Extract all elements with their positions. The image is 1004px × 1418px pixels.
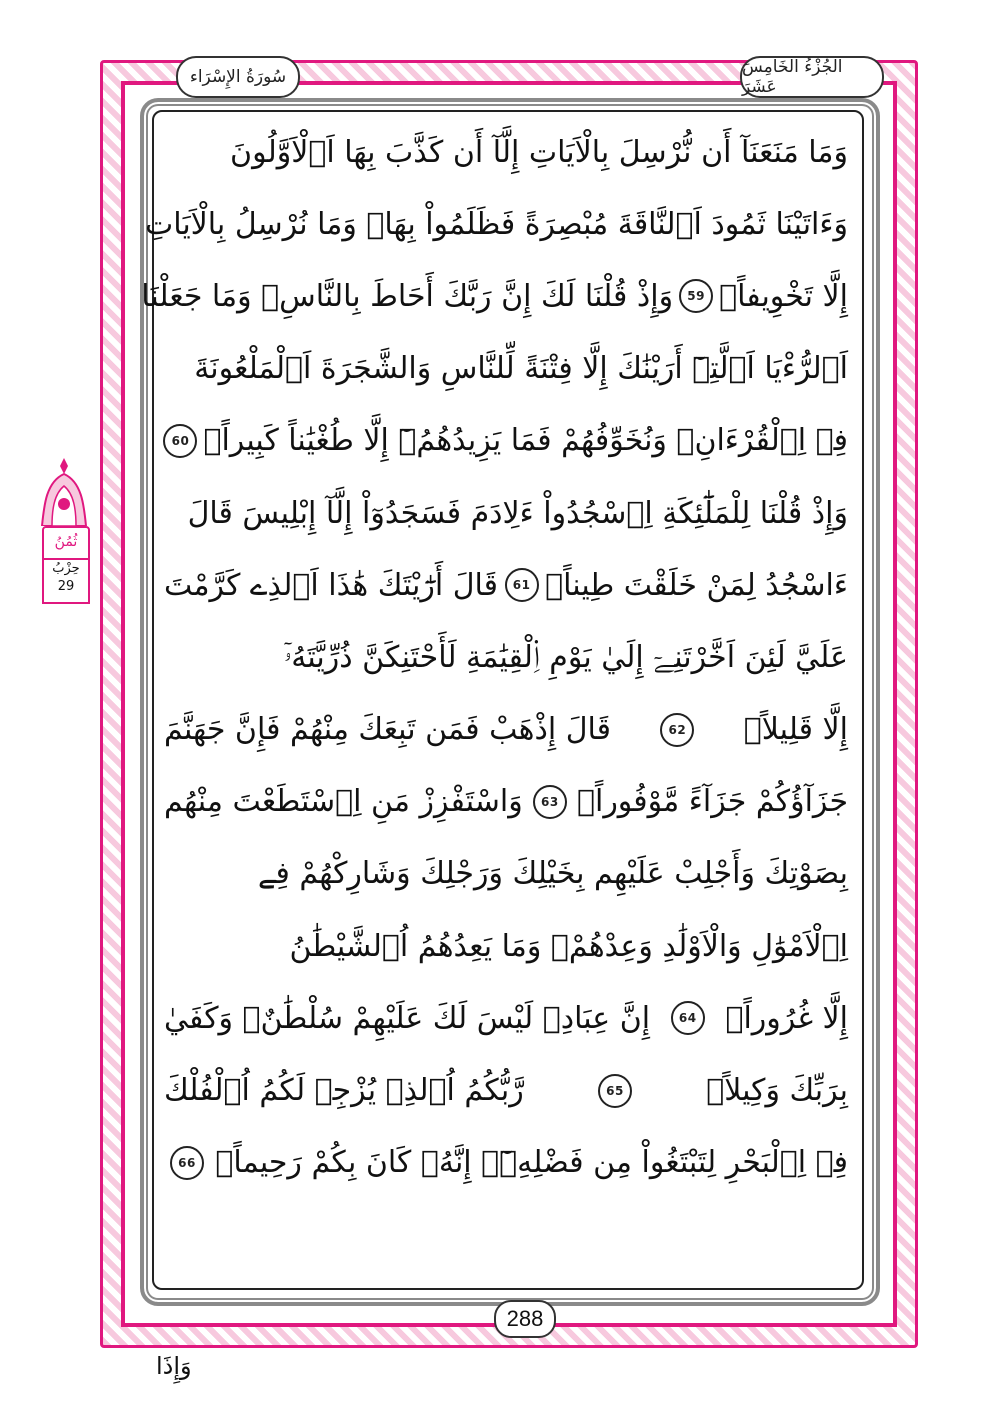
hizb-fraction-label: ثُمُنُ (42, 526, 90, 560)
verse-text: رَّبُّكُمُ اُ۬لذِے يُزْجِے لَكُمُ اُ۬لْفُلْكَ (164, 1073, 524, 1109)
verse-text: وَءَاتَيْنَا ثَمُودَ اَ۬لنَّاقَةَ مُبْصِرَةً فَظَلَمُواْ بِهَاۖ وَمَا نُرْسِلُ بِالْاَيَاتِ (144, 206, 848, 242)
text-line (160, 838, 852, 910)
verse-text: قَالَ أَرَٰٓيْتَكَ هَٰذَا اَ۬لذِے كَرَّمْتَ (164, 567, 499, 603)
verse-text: إِلَّا تَخْوِيفاًۖ (719, 278, 848, 314)
text-line (160, 694, 852, 766)
text-line (160, 405, 852, 477)
verse-text: فِے اِ۬لْقُرْءَانِۖ وَنُخَوِّفُهُمْ فَمَا يَزِيدُهُمُۥٓ إِلَّا طُغْيَٰناً كَبِيراًۖ (203, 423, 848, 459)
juz-name-header (740, 56, 884, 98)
text-line (160, 1127, 852, 1199)
verse-text: بِصَوْتِكَ وَأَجْلِبْ عَلَيْهِم بِخَيْلِكَ وَرَجْلِكَ وَشَارِكْهُمْ فِے (257, 856, 848, 892)
text-line (141, 260, 852, 332)
verse-number-marker: 61 (505, 568, 539, 602)
surah-name-header (176, 56, 300, 98)
verse-number-marker: 65 (598, 1074, 632, 1108)
quran-text (141, 116, 852, 1199)
verse-text: اَ۬لرُّءْيَا اَ۬لَّتِےٓ أَرَيْنَٰكَ إِلَّا فِتْنَةً لِّلنَّاسِ وَالشَّجَرَةَ اَ۬لْمَلْعُونَةَ (194, 351, 848, 387)
page-number-label: 288 (506, 1306, 544, 1331)
verse-text: جَزَآؤُكُمْ جَزَآءً مَّوْفُوراًۖ (576, 784, 848, 820)
verse-text: وَإِذْ قُلْنَا لِلْمَلَٰٓئِكَةِ اِ۪سْجُدُواْ ءَلِادَمَ فَسَجَدُوٓاْ إِلَّآ إِبْلِيسَ قَالَ (187, 495, 848, 531)
text-line (160, 549, 852, 621)
verse-text: فِے اِ۬لْبَحْرِ لِتَبْتَغُواْ مِن فَضْلِهِۦٓۖ إِنَّهُۥ كَانَ بِكُمْ رَحِيماًۖ (215, 1145, 848, 1181)
verse-text: وَمَا مَنَعَنَآ أَن نُّرْسِلَ بِالْاَيَاتِ إِلَّآ أَن كَذَّبَ بِهَا اَ۬لْاَوَّلُونَ (230, 134, 848, 170)
text-line (160, 982, 852, 1054)
surah-name-label: سُورَةُ الإِسْرَاء (189, 67, 287, 87)
text-line (160, 116, 852, 188)
hizb-ornament-icon (36, 456, 92, 526)
verse-number-marker: 60 (163, 424, 197, 458)
text-line (160, 333, 852, 405)
verse-number-marker: 62 (660, 713, 694, 747)
verse-text: قَالَ إِذْهَبْ فَمَن تَبِعَكَ مِنْهُمْ فَإِنَّ جَهَنَّمَ (164, 712, 611, 748)
verse-text: ءَاسْجُدُ لِمَنْ خَلَقْتَ طِيناًۖ (545, 567, 848, 603)
hizb-box (42, 558, 90, 604)
text-line (160, 621, 852, 693)
verse-text: إِلَّا غُرُوراًۖ (725, 1000, 848, 1036)
hizb-number: 29 (57, 579, 75, 594)
catchword: وَإِذَا (156, 1352, 192, 1380)
verse-text: بِرَبِّكَ وَكِيلاًۖ (706, 1073, 848, 1109)
hizb-marker (36, 456, 92, 606)
juz-name-label: الجُزْءُ الخَامِسَ عَشَرَ (742, 57, 843, 97)
verse-text: وَاسْتَفْزِزْ مَنِ اِ۪سْتَطَعْتَ مِنْهُم (164, 784, 523, 820)
verse-number-marker: 66 (170, 1146, 204, 1180)
text-line (160, 766, 852, 838)
text-line (160, 910, 852, 982)
verse-text: اِ۬لْاَمْوَٰلِ وَالْاَوْلَٰدِ وَعِدْهُمْۖ وَمَا يَعِدُهُمُ اُ۬لشَّيْطَٰنُ (289, 928, 848, 964)
verse-number-marker: 64 (671, 1001, 705, 1035)
text-line (160, 477, 852, 549)
page-number (494, 1300, 556, 1338)
text-line (160, 1054, 852, 1126)
verse-text: إِلَّا قَلِيلاًۖ (743, 712, 848, 748)
verse-text: عَلَيَّ لَئِنَ اَخَّرْتَنِےٓ إِلَيٰ يَوْمِ اِ۬لْقِيَٰمَةِ لَأَحْتَنِكَنَّ ذُرِّيَّتَهُۥٓ (283, 639, 848, 675)
verse-number-marker: 59 (679, 279, 713, 313)
verse-text: وَإِذْ قُلْنَا لَكَ إِنَّ رَبَّكَ أَحَاطَ بِالنَّاسِۖ وَمَا جَعَلْنَا (141, 278, 674, 314)
text-line (144, 188, 852, 260)
verse-number-marker: 63 (533, 785, 567, 819)
verse-text: إِنَّ عِبَادِے لَيْسَ لَكَ عَلَيْهِمْ سُلْطَٰنٌۖ وَكَفَيٰ (164, 1000, 651, 1036)
hizb-label: حِزْبُ (52, 561, 80, 576)
